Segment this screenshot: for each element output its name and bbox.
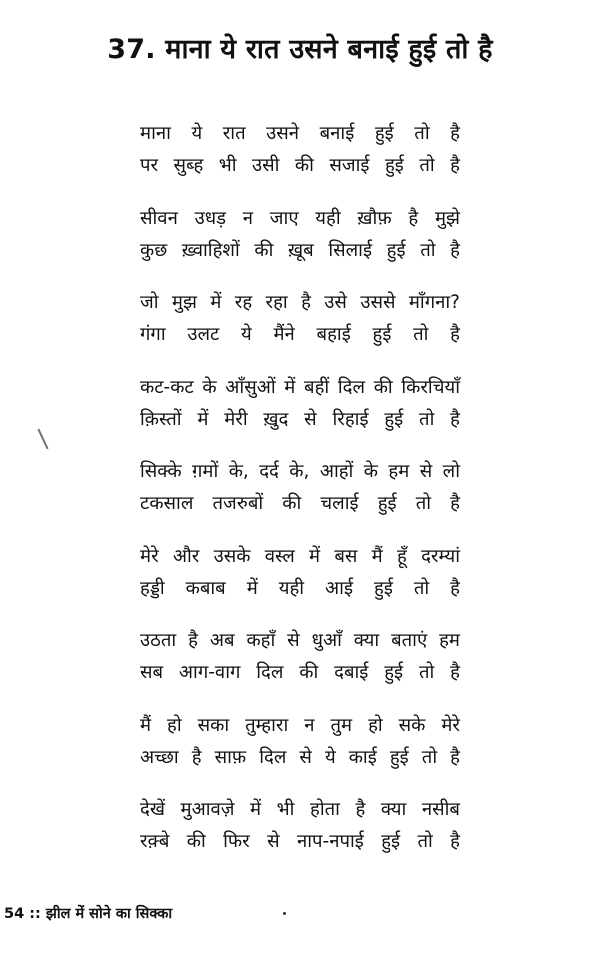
- stanza-1: [140, 118, 460, 203]
- poem-line: अच्छा है साफ़ दिल से ये काई हुई तो है: [140, 746, 460, 768]
- poem-line: हड्डी कबाब में यही आई हुई तो है: [140, 577, 460, 599]
- poem-line: सीवन उधड़ न जाए यही ख़ौफ़ है मुझे: [140, 207, 460, 229]
- poem-line: कुछ ख़्वाहिशों की ख़ूब सिलाई हुई तो है: [140, 239, 460, 261]
- stanza-5: [140, 456, 460, 541]
- stanza-2: [140, 203, 460, 288]
- stanza-7: [140, 625, 460, 710]
- poem-line: देखें मुआवज़े में भी होता है क्या नसीब: [140, 799, 460, 820]
- poem-line: कट-कट के आँसुओं में बहीं दिल की किरचियाँ: [140, 376, 460, 398]
- poem-line: मैं हो सका तुम्हारा न तुम हो सके मेरे: [140, 714, 460, 736]
- poem-line: सिक्के ग़मों के, दर्द के, आहों के हम से लो: [140, 461, 460, 482]
- pencil-mark: [37, 429, 48, 450]
- page-footer: 54 :: झील में सोने का सिक्का: [4, 906, 173, 922]
- scan-speck: [283, 912, 286, 915]
- poem-title: 37. माना ये रात उसने बनाई हुई तो है: [107, 34, 493, 65]
- poem-line: उठता है अब कहाँ से धुआँ क्या बताएं हम: [140, 630, 460, 651]
- poem-line: गंगा उलट ये मैंने बहाई हुई तो है: [140, 324, 460, 345]
- stanza-6: [140, 541, 460, 626]
- poem-line: टकसाल तजरुबों की चलाई हुई तो है: [140, 493, 460, 514]
- stanza-9: [140, 794, 460, 879]
- poem-body: [140, 118, 460, 879]
- poem-line: माना ये रात उसने बनाई हुई तो है: [140, 123, 460, 144]
- poem-line: मेरे और उसके वस्ल में बस मैं हूँ दरम्यां: [140, 545, 460, 567]
- poem-line: जो मुझ में रह रहा है उसे उससे माँगना?: [140, 292, 460, 313]
- poem-line: क़िस्तों में मेरी ख़ुद से रिहाई हुई तो है: [140, 408, 460, 430]
- stanza-4: [140, 372, 460, 457]
- poem-line: सब आग-वाग दिल की दबाई हुई तो है: [140, 662, 460, 683]
- stanza-3: [140, 287, 460, 372]
- poem-line: पर सुब्ह भी उसी की सजाई हुई तो है: [140, 155, 460, 176]
- poem-line: रक़्बे की फिर से नाप-नपाई हुई तो है: [140, 831, 460, 852]
- stanza-8: [140, 710, 460, 795]
